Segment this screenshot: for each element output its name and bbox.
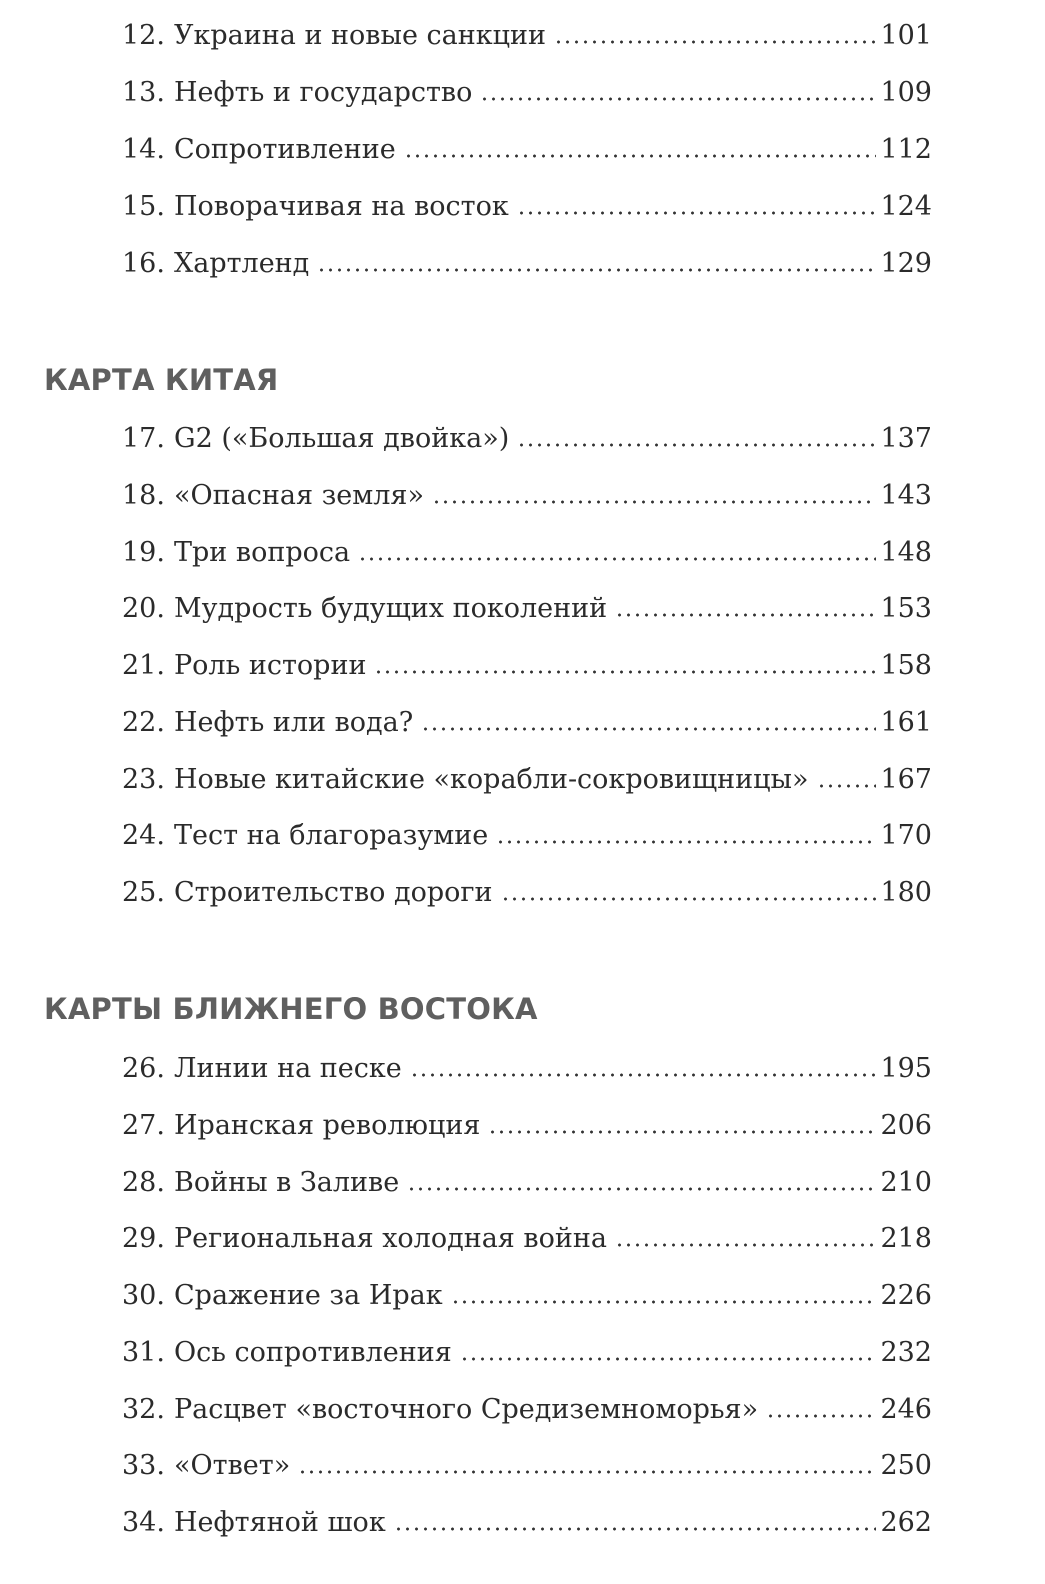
chapter-number: 32.: [122, 1394, 165, 1425]
page-number: 101: [880, 20, 932, 51]
page-number: 210: [880, 1167, 932, 1198]
page-number: 124: [880, 191, 932, 222]
chapter-title: Тест на благоразумие: [174, 820, 489, 851]
chapter-title: Войны в Заливе: [174, 1167, 400, 1198]
chapter-number: 18.: [122, 480, 165, 511]
chapter-number: 33.: [122, 1450, 165, 1481]
chapter-number: 14.: [122, 134, 165, 165]
toc-entry[interactable]: [122, 589, 932, 629]
toc-entry[interactable]: [122, 1276, 932, 1316]
chapter-title: Иранская революция: [174, 1110, 481, 1141]
chapter-title: Ось сопротивления: [174, 1337, 452, 1368]
dot-leader: [501, 897, 877, 901]
page-number: 158: [880, 650, 932, 681]
chapter-title: Расцвет «восточного Средиземноморья»: [174, 1394, 759, 1425]
chapter-number: 16.: [122, 248, 165, 279]
toc-entry[interactable]: [122, 646, 932, 686]
page-number: 218: [880, 1223, 932, 1254]
toc-entry[interactable]: [122, 1049, 932, 1089]
toc-entry[interactable]: [122, 1106, 932, 1146]
section-heading-china: КАРТА КИТАЯ: [44, 363, 279, 397]
page-number: 109: [880, 77, 932, 108]
chapter-title: Сопротивление: [174, 134, 396, 165]
toc-entry[interactable]: [122, 1219, 932, 1259]
toc-entry[interactable]: [122, 873, 932, 913]
toc-entry[interactable]: [122, 703, 932, 743]
toc-entry[interactable]: [122, 1163, 932, 1203]
page-number: 250: [880, 1450, 932, 1481]
dot-leader: [394, 1527, 877, 1531]
chapter-number: 30.: [122, 1280, 165, 1311]
toc-entry[interactable]: [122, 187, 932, 227]
dot-leader: [615, 1243, 876, 1247]
toc-entry[interactable]: [122, 1446, 932, 1486]
toc-entry[interactable]: [122, 476, 932, 516]
page-number: 112: [880, 134, 932, 165]
page-number: 148: [880, 537, 932, 568]
page-number: 232: [880, 1337, 932, 1368]
chapter-title: Линии на песке: [174, 1053, 402, 1084]
chapter-title: Поворачивая на восток: [174, 191, 509, 222]
chapter-title: Новые китайские «корабли-сокровищницы»: [174, 764, 809, 795]
toc-entry[interactable]: [122, 1503, 932, 1543]
page-number: 167: [880, 764, 932, 795]
chapter-title: Региональная холодная война: [174, 1223, 607, 1254]
toc-entry[interactable]: [122, 419, 932, 459]
dot-leader: [432, 500, 876, 504]
toc-entry[interactable]: [122, 533, 932, 573]
section-heading-middle-east: КАРТЫ БЛИЖНЕГО ВОСТОКА: [44, 992, 538, 1026]
chapter-number: 25.: [122, 877, 165, 908]
chapter-number: 34.: [122, 1507, 165, 1538]
chapter-number: 13.: [122, 77, 165, 108]
page-number: 262: [880, 1507, 932, 1538]
toc-entry[interactable]: [122, 1333, 932, 1373]
chapter-title: Роль истории: [174, 650, 367, 681]
page-number: 195: [880, 1053, 932, 1084]
chapter-title: Строительство дороги: [174, 877, 493, 908]
chapter-title: Украина и новые санкции: [174, 20, 546, 51]
chapter-title: Сражение за Ирак: [174, 1280, 443, 1311]
chapter-number: 26.: [122, 1053, 165, 1084]
dot-leader: [407, 1187, 876, 1191]
chapter-number: 19.: [122, 537, 165, 568]
page-number: 226: [880, 1280, 932, 1311]
chapter-number: 17.: [122, 423, 165, 454]
toc-entry[interactable]: [122, 16, 932, 56]
dot-leader: [298, 1470, 876, 1474]
chapter-number: 29.: [122, 1223, 165, 1254]
dot-leader: [554, 40, 876, 44]
chapter-title: Мудрость будущих поколений: [174, 593, 608, 624]
chapter-number: 20.: [122, 593, 165, 624]
dot-leader: [480, 97, 876, 101]
dot-leader: [517, 443, 876, 447]
chapter-number: 24.: [122, 820, 165, 851]
dot-leader: [404, 154, 877, 158]
chapter-number: 27.: [122, 1110, 165, 1141]
page-number: 129: [880, 248, 932, 279]
chapter-title: Нефть или вода?: [174, 707, 414, 738]
dot-leader: [615, 613, 876, 617]
chapter-title: Нефтяной шок: [174, 1507, 386, 1538]
page-number: 153: [880, 593, 932, 624]
page-number: 161: [880, 707, 932, 738]
chapter-title: Хартленд: [174, 248, 310, 279]
dot-leader: [317, 268, 876, 272]
dot-leader: [374, 670, 876, 674]
dot-leader: [451, 1300, 877, 1304]
toc-entry[interactable]: [122, 760, 932, 800]
dot-leader: [496, 840, 876, 844]
toc-entry[interactable]: [122, 130, 932, 170]
page-number: 206: [880, 1110, 932, 1141]
chapter-number: 15.: [122, 191, 165, 222]
chapter-title: «Опасная земля»: [174, 480, 424, 511]
chapter-title: G2 («Большая двойка»): [174, 423, 510, 454]
toc-entry[interactable]: [122, 73, 932, 113]
dot-leader: [421, 727, 876, 731]
page-number: 170: [880, 820, 932, 851]
toc-entry[interactable]: [122, 244, 932, 284]
chapter-number: 31.: [122, 1337, 165, 1368]
page-number: 143: [880, 480, 932, 511]
chapter-number: 28.: [122, 1167, 165, 1198]
toc-entry[interactable]: [122, 816, 932, 856]
chapter-title: «Ответ»: [174, 1450, 291, 1481]
dot-leader: [817, 784, 877, 788]
page-number: 246: [880, 1394, 932, 1425]
chapter-number: 23.: [122, 764, 165, 795]
chapter-number: 22.: [122, 707, 165, 738]
chapter-title: Нефть и государство: [174, 77, 473, 108]
chapter-number: 21.: [122, 650, 165, 681]
dot-leader: [488, 1130, 876, 1134]
dot-leader: [460, 1357, 877, 1361]
page-number: 180: [880, 877, 932, 908]
dot-leader: [517, 211, 877, 215]
dot-leader: [766, 1414, 876, 1418]
page-number: 137: [880, 423, 932, 454]
toc-entry[interactable]: [122, 1390, 932, 1430]
dot-leader: [410, 1073, 877, 1077]
chapter-title: Три вопроса: [174, 537, 351, 568]
dot-leader: [358, 557, 876, 561]
chapter-number: 12.: [122, 20, 165, 51]
